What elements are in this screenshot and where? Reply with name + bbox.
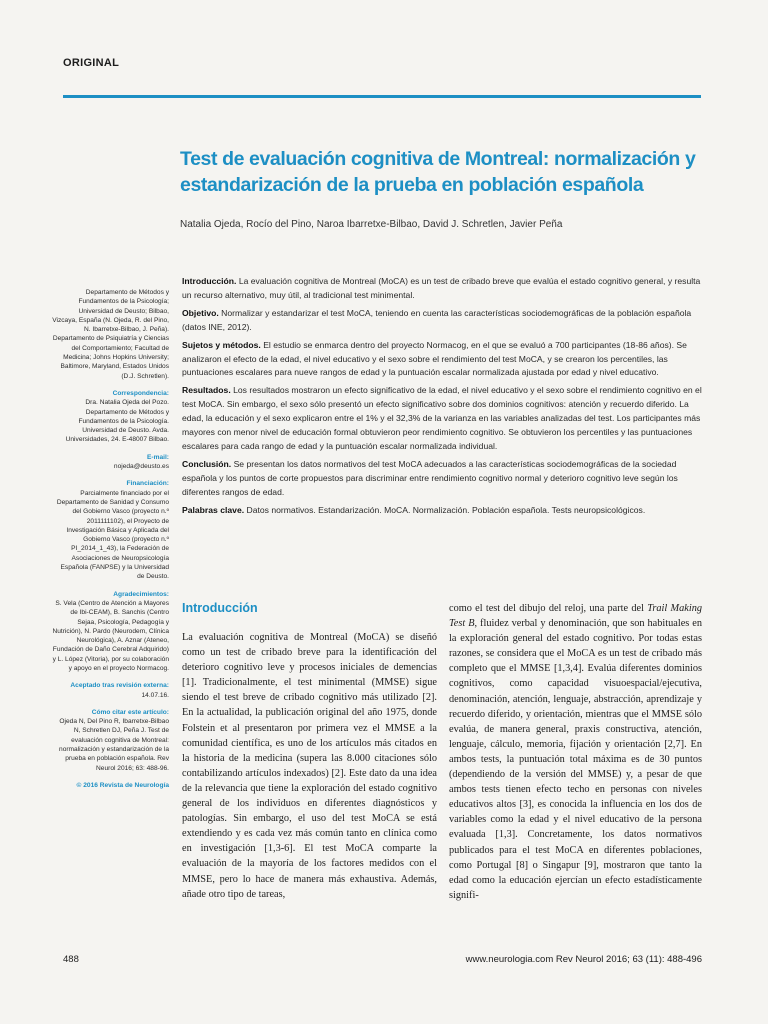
body-paragraph: La evaluación cognitiva de Montreal (MoCA) se diseñó como un test de cribado breve para la identificación del deterioro cognitivo leve y procesos iniciales de demencias [1]. Tradicionalmente, el test minimental (MMSE) sigue siendo el test breve de cribado cognitivo más utilizado [2]. En la actualidad, la publicación original del año 1975, donde Folstein et al presentaron por primera vez el MMSE a la comunidad científica, es uno de los artículos más citados en la historia de la medicina (supera las 8.000 citaciones sólo contabilizando artículos indexados) [2]. Este dato da una idea de la relevancia que tiene la exploración del estado cognitivo general de los individuos en diferentes diagnósticos y patologías. Sin embargo, el uso del test MoCA se está extendiendo y es cada vez más común tanto en clínica como en investigación [1,3-6]. El test MoCA comparte la evaluación de la mayoría de los factores medidos con el MMSE, pero lo hace de manera más exhaustiva. Además, añade otro tipo de tareas, xyxy=(182,632,437,900)
funding-heading: Financiación: xyxy=(126,480,169,488)
journal-footer: www.neurologia.com Rev Neurol 2016; 63 (11): 488-496 xyxy=(465,954,702,965)
email-heading: E-mail: xyxy=(147,453,169,461)
citation-heading: Cómo citar este artículo: xyxy=(91,708,169,716)
accepted-heading: Aceptado tras revisión externa: xyxy=(70,682,169,690)
abstract-objective: Objetivo. Normalizar y estandarizar el test MoCA, teniendo en cuenta las características sociodemográficas de la población española (datos INE, 2012). xyxy=(182,307,692,332)
copyright: © 2016 Revista de Neurología xyxy=(76,781,169,789)
affiliation: Departamento de Métodos y Fundamentos de la Psicología; Universidad de Deusto; Bilbao, Vizcaya, España (N. Ojeda, R. del Pino, N. Ibarretxe-Bilbao, J. Peña). Departamento de Psiquiatría y Ciencias del Comportamiento; Facultad de Medicina; Johns Hopkins University; Baltimore, Maryland, Estados Unidos (D.J. Schretlen). xyxy=(52,289,169,380)
article-sidebar xyxy=(52,288,169,798)
body-paragraph: como el test del dibujo del reloj, una parte del Trail Making Test B, fluidez verbal y denominación, que son habituales en la exploración general del estado cognitivo. Por todas estas razones, se considera que el MoCA es un test de cribado más completo que el MMSE [1,3,4]. Evalúa diferentes dominios cognitivos, como capacidad visuoespacial/ejecutiva, denominación, atención, lenguaje, abstracción, aprendizaje y recuerdo diferido, y orientación, mientras que el MMSE sólo evalúa, de manera general, praxis constructiva, atención, lenguaje, cálculo, memoria, fijación y orientación [2,7]. En ambos tests, la puntuación total máxima es de 30 puntos (dependiendo de la versión del MMSE) y, a pesar de que ambos tests tienen efecto techo en personas con niveles educativos altos [3], es conocida la influencia en los dos de variables como la edad y el nivel educativo de la persona evaluada [1,3]. Concretamente, los datos normativos publicados para el test MoCA en diferentes poblaciones, como Portugal [8] o Singapur [9], mostraron que tanto la edad como la educación ejercían un efecto estadísticamente signifi- xyxy=(449,603,702,901)
page-number: 488 xyxy=(63,954,79,965)
body-column-right xyxy=(449,601,702,903)
header-rule xyxy=(63,95,701,98)
abstract-introduction: Introducción. La evaluación cognitiva de Montreal (MoCA) es un test de cribado breve que evalúa el estado cognitivo general, y resulta un recurso alternativo, muy útil, al tradicional test minimental. xyxy=(182,276,701,300)
citation-text: Ojeda N, Del Pino R, Ibarretxe-Bilbao N, Schretlen DJ, Peña J. Test de evaluación cognitiva de Montreal: normalización y estandarización de la prueba en población española. Rev Neurol 2016; 63: 488-96. xyxy=(59,718,169,772)
funding-text: Parcialmente financiado por el Departamento de Sanidad y Consumo del Gobierno Vasco (proyecto n.º 2011111102), el Proyecto de Investigación Básica y Aplicada del Gobierno Vasco (proyecto n.º PI_2014_1_43), la Federación de Asociaciones de Neuropsicología Española (FANPSE) y la Universidad de Deusto. xyxy=(56,489,169,581)
acknowledgements-text: S. Vela (Centro de Atención a Mayores de Ibi-CEAM), B. Sanchis (Centro Sejaa, Psicología, Pedagogía y Nutrición), N. Pardo (Neurodem, Clínica Neurológica), A. Aznar (Ateneo, Fundación de Daño Cerebral Adquirido) y L. López (Vitoria), por su colaboración y apoyo en el proyecto Normacog. xyxy=(52,599,169,672)
article-title: Test de evaluación cognitiva de Montreal: normalización y estandarización de la prueba en población española xyxy=(180,148,696,196)
abstract-methods: Sujetos y métodos. El estudio se enmarca dentro del proyecto Normacog, en el que se evaluó a 700 participantes (18-86 años). Se analizaron el efecto de la edad, el nivel educativo y el sexo sobre el rendimiento del test MoCA, y se crearon los percentiles, las puntuaciones escalares para nueve rangos de edad y la puntuación escalar normalizada ajustada por edad y nivel educativo. xyxy=(182,339,687,378)
article-authors: Natalia Ojeda, Rocío del Pino, Naroa Ibarretxe-Bilbao, David J. Schretlen, Javier Peña xyxy=(180,219,563,230)
abstract-results: Resultados. Los resultados mostraron un efecto significativo de la edad, el nivel educativo y el sexo sobre el rendimiento cognitivo en el test MoCA. Sin embargo, el sexo sólo presentó un efecto significativo sobre dos dominios cognitivos: atención y recuerdo diferido. La edad, la educación y el sexo explicaron entre el 1% y el 32,3% de la varianza en las variables analizadas del test. Los participantes más mayores con menor nivel de educación formal obtuvieron peor rendimiento cognitivo. Se obtuvieron los percentiles y las puntuaciones escalares para cada rango de edad y la puntuación escalar normalizada individual. xyxy=(182,385,702,451)
acknowledgements-heading: Agradecimientos: xyxy=(113,590,169,598)
accepted-date: 14.07.16. xyxy=(141,691,169,699)
section-heading-introduction: Introducción xyxy=(182,601,258,615)
correspondence-heading: Correspondencia: xyxy=(112,389,169,397)
correspondence-text: Dra. Natalia Ojeda del Pozo. Departamento de Métodos y Fundamentos de la Psicología. Universidad de Deusto. Avda. Universidades, 24. E-48007 Bilbao. xyxy=(65,399,169,444)
body-column-left xyxy=(182,630,437,902)
abstract-keywords: Palabras clave. Datos normativos. Estandarización. MoCA. Normalización. Población española. Tests neuropsicológicos. xyxy=(182,504,646,515)
section-label: ORIGINAL xyxy=(63,57,120,69)
email-address[interactable]: nojeda@deusto.es xyxy=(113,463,169,471)
abstract-conclusion: Conclusión. Se presentan los datos normativos del test MoCA adecuados a las características sociodemográficas de la sociedad española y los puntos de corte propuestos para discriminar entre rendimiento cognitivo normal y deterioro cognitivo leve según los diferentes rangos de edad. xyxy=(182,458,678,497)
abstract xyxy=(182,275,702,522)
